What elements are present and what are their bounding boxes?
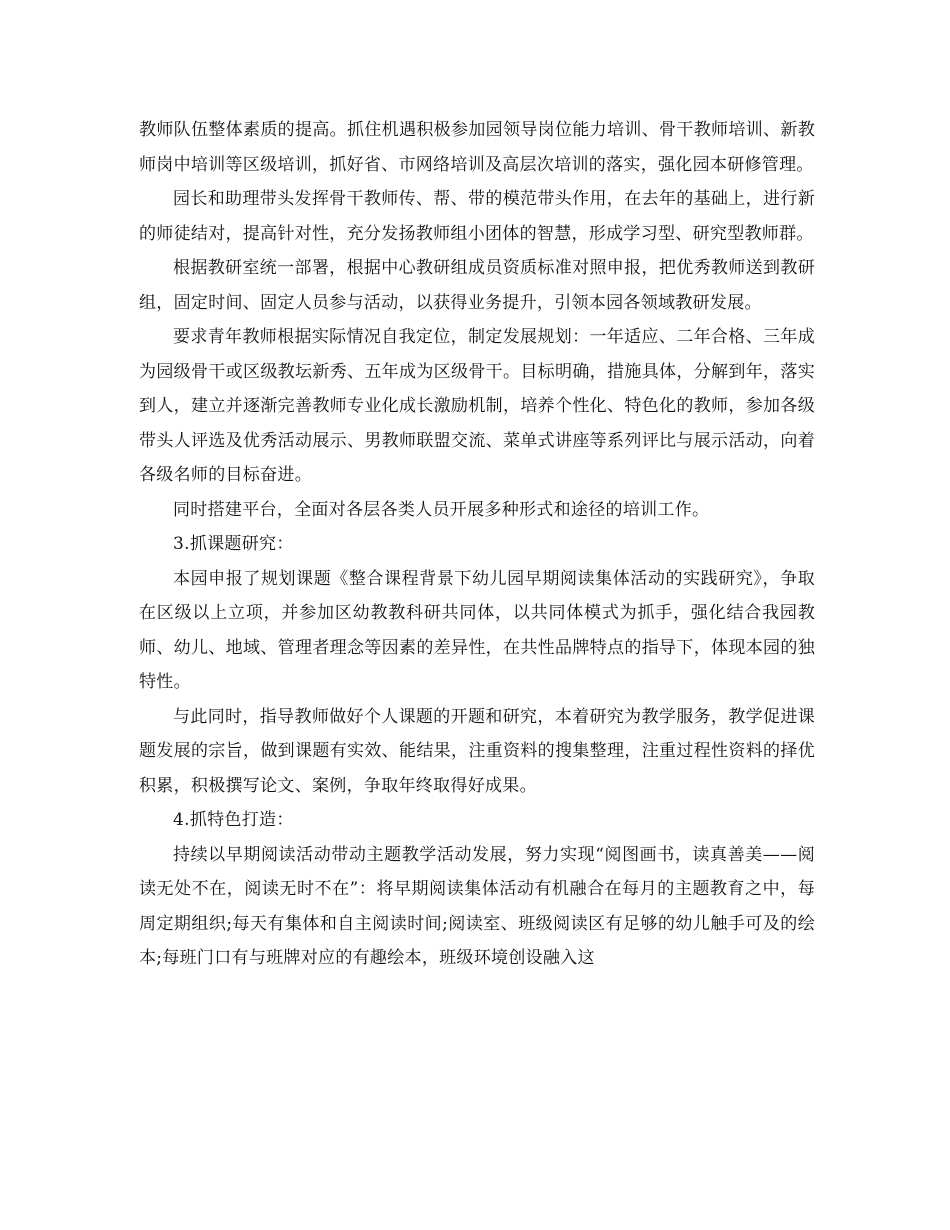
paragraph-5: 同时搭建平台，全面对各层各类人员开展多种形式和途径的培训工作。 <box>173 499 710 520</box>
section-heading-4: 4.抓特色打造： <box>173 810 294 830</box>
section-heading-3: 3.抓课题研究： <box>173 534 294 554</box>
paragraph-2: 园长和助理带头发挥骨干教师传、帮、带的模范带头作用，在去年的基础上，进行新的师徒结对，提高针对性，充分发扬教师组小团体的智慧，形成学习型、研究型教师群。 <box>139 189 815 244</box>
paragraph-4: 要求青年教师根据实际情况自我定位，制定发展规划：一年适应、二年合格、三年成为园级骨干或区级教坛新秀、五年成为区级骨干。目标明确，措施具体，分解到年，落实到人，建立并逐渐完善教师专业化成长激励机制，培养个性化、特色化的教师，参加各级带头人评选及优秀活动展示、男教师联盟交流、菜单式讲座等系列评比与展示活动，向着各级名师的目标奋进。 <box>139 327 815 485</box>
paragraph-10: 持续以早期阅读活动带动主题教学活动发展，努力实现“阅图画书，读真善美——阅读无处不在，阅读无时不在”：将早期阅读集体活动有机融合在每月的主题教育之中，每周定期组织;每天有集体和自主阅读时间;阅读室、班级阅读区有足够的幼儿触手可及的绘本;每班门口有与班牌对应的有趣绘本，班级环境创设融入这 <box>139 844 815 968</box>
document-body <box>139 113 815 976</box>
paragraph-3: 根据教研室统一部署，根据中心教研组成员资质标准对照申报，把优秀教师送到教研组，固定时间、固定人员参与活动，以获得业务提升，引领本园各领域教研发展。 <box>139 258 815 313</box>
paragraph-8: 与此同时，指导教师做好个人课题的开题和研究，本着研究为教学服务，教学促进课题发展的宗旨，做到课题有实效、能结果，注重资料的搜集整理，注重过程性资料的择优积累，积极撰写论文、案例，争取年终取得好成果。 <box>139 706 815 796</box>
paragraph-1: 教师队伍整体素质的提高。抓住机遇积极参加园领导岗位能力培训、骨干教师培训、新教师岗中培训等区级培训，抓好省、市网络培训及高层次培训的落实，强化园本研修管理。 <box>139 120 815 175</box>
paragraph-7: 本园申报了规划课题《整合课程背景下幼儿园早期阅读集体活动的实践研究》，争取在区级以上立项，并参加区幼教教科研共同体，以共同体模式为抓手，强化结合我园教师、幼儿、地域、管理者理念等因素的差异性，在共性品牌特点的指导下，体现本园的独特性。 <box>139 568 815 692</box>
